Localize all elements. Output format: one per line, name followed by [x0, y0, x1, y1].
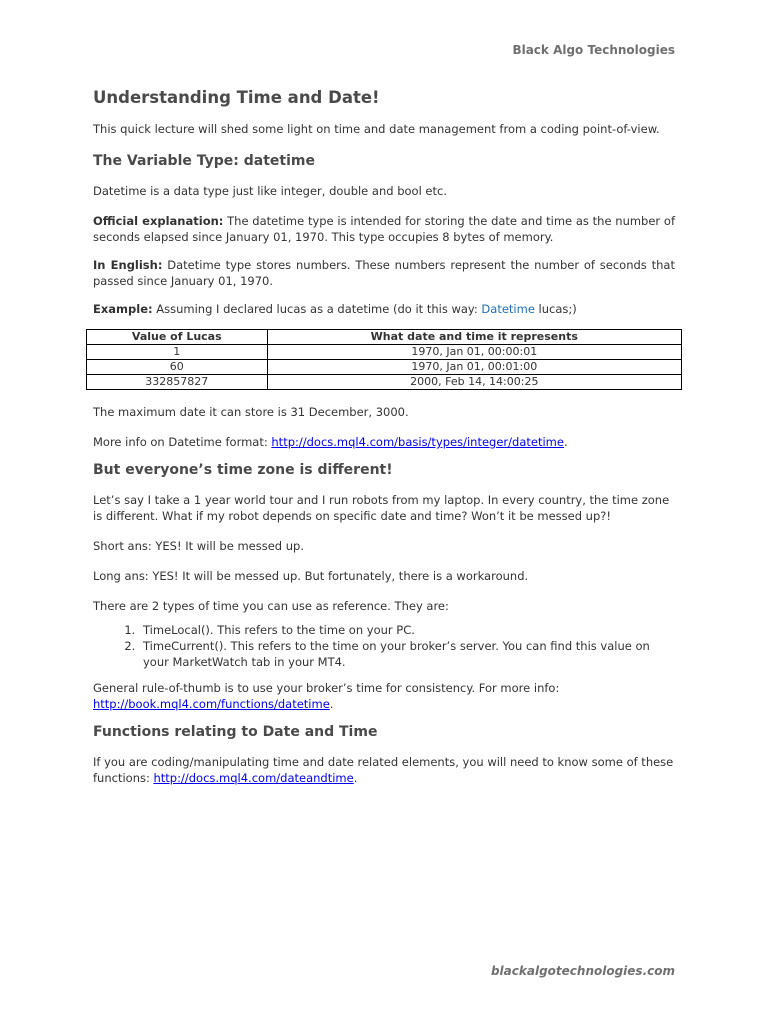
list-item: 1. TimeLocal(). This refers to the time on your PC. [139, 622, 675, 638]
table-cell: 60 [87, 360, 268, 375]
more-info-paragraph [93, 434, 675, 450]
in-english-label: In English: [93, 258, 163, 272]
functions-text: If you are coding/manipulating time and date related elements, you will need to know some of these functions: [93, 755, 674, 785]
footer-website: blackalgotechnologies.com [490, 964, 675, 978]
table-header-cell: What date and time it represents [267, 330, 681, 345]
document-body [93, 88, 675, 786]
example-label: Example: [93, 302, 153, 316]
example-end: lucas;) [534, 302, 577, 316]
table-header-cell: Value of Lucas [87, 330, 268, 345]
official-explanation-label: Official explanation: [93, 214, 224, 228]
rule-of-thumb-text: General rule-of-thumb is to use your broker’s time for consistency. For more info: [93, 681, 560, 695]
time-types-intro: There are 2 types of time you can use as reference. They are: [93, 599, 449, 613]
table-cell: 1970, Jan 01, 00:00:01 [267, 345, 681, 360]
table-row [87, 345, 682, 360]
table-row [87, 375, 682, 390]
world-tour-paragraph: Let’s say I take a 1 year world tour and I run robots from my laptop. In every country, the time zone is different. What if my robot depends on specific date and time? Won’t it be messed up?! [93, 493, 670, 523]
intro-paragraph: This quick lecture will shed some light on time and date management from a coding point-of-view. [93, 122, 660, 136]
in-english-text: Datetime type stores numbers. These numbers represent the number of seconds that passed since January 01, 1970. [93, 258, 675, 288]
datetime-docs-link[interactable]: http://docs.mql4.com/basis/types/integer/datetime [271, 435, 564, 449]
header-brand: Black Algo Technologies [512, 43, 675, 57]
table-row [87, 360, 682, 375]
more-info-prefix: More info on Datetime format: [93, 435, 272, 449]
section-heading-timezone: But everyone’s time zone is different! [93, 462, 393, 478]
long-answer: Long ans: YES! It will be messed up. But fortunately, there is a workaround. [93, 569, 529, 583]
functions-suffix: . [353, 771, 358, 785]
official-explanation-text: The datetime type is intended for storing the date and time as the number of seconds elapsed since January 01, 1970. This type occupies 8 bytes of memory. [93, 214, 675, 244]
rule-of-thumb-paragraph [93, 680, 675, 712]
datetime-keyword: Datetime [481, 302, 535, 316]
datetime-description: Datetime is a data type just like integer, double and bool etc. [93, 184, 447, 198]
example-paragraph [93, 301, 675, 317]
official-explanation-paragraph [93, 213, 675, 245]
max-date-paragraph: The maximum date it can store is 31 December, 3000. [93, 405, 409, 419]
time-types-list [93, 622, 675, 670]
table-cell: 1970, Jan 01, 00:01:00 [267, 360, 681, 375]
lucas-values-table [86, 329, 682, 390]
more-info-suffix: . [563, 435, 568, 449]
section-heading-datetime: The Variable Type: datetime [93, 153, 315, 169]
table-cell: 332857827 [87, 375, 268, 390]
dateandtime-docs-link[interactable]: http://docs.mql4.com/dateandtime [153, 771, 354, 785]
in-english-paragraph [93, 257, 675, 289]
functions-paragraph [93, 754, 675, 786]
rule-of-thumb-suffix: . [329, 697, 334, 711]
table-cell: 1 [87, 345, 268, 360]
book-datetime-link[interactable]: http://book.mql4.com/functions/datetime [93, 697, 330, 711]
page-title: Understanding Time and Date! [93, 88, 380, 107]
section-heading-functions: Functions relating to Date and Time [93, 724, 378, 740]
table-header-row [87, 330, 682, 345]
short-answer: Short ans: YES! It will be messed up. [93, 539, 304, 553]
table-cell: 2000, Feb 14, 14:00:25 [267, 375, 681, 390]
example-text: Assuming I declared lucas as a datetime (do it this way: [152, 302, 482, 316]
list-item: 2. TimeCurrent(). This refers to the time on your broker’s server. You can find this value on your MarketWatch tab in your MT4. [139, 638, 675, 670]
